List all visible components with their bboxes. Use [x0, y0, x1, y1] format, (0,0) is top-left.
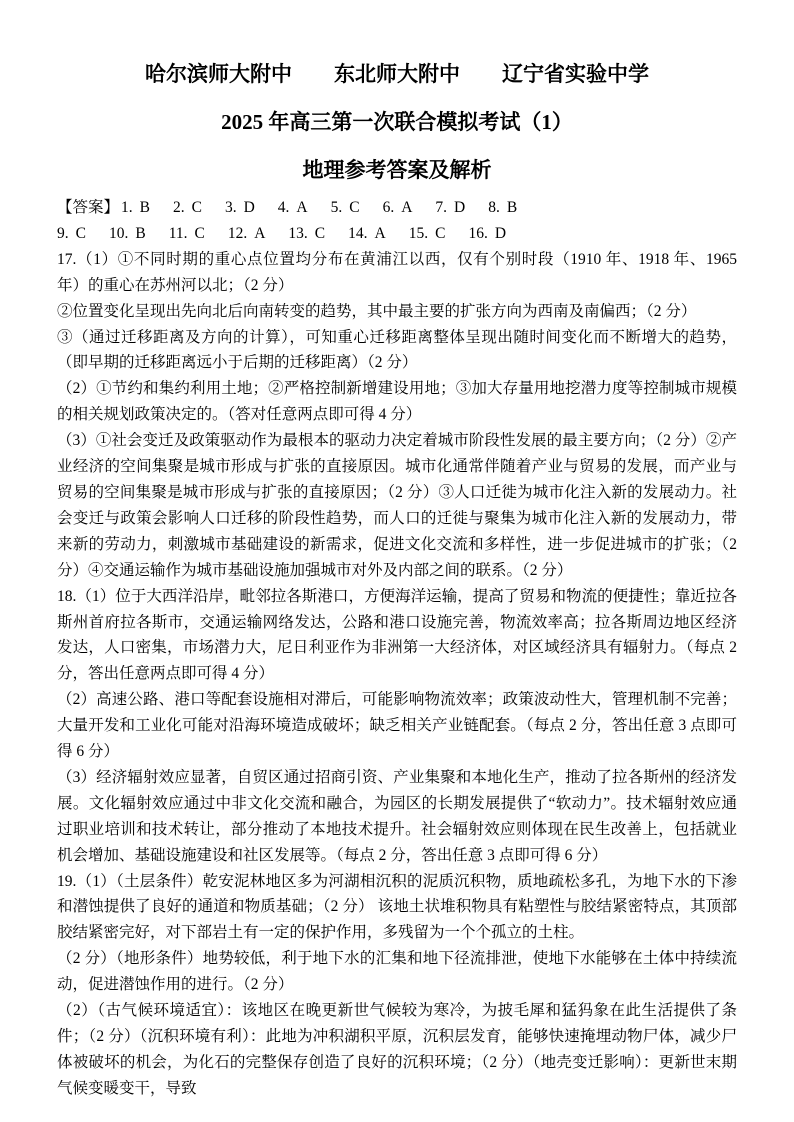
answer-choice: C — [435, 224, 446, 242]
solution-paragraph: （2）高速公路、港口等配套设施相对滞后，可能影响物流效率；政策波动性大，管理机制不完善；大量开发和工业化可能对沿海环境造成破坏；缺乏相关产业链配套。（每点 2 分，答出任意 3 点即可得 6 分） — [57, 691, 737, 761]
answer-choice: A — [296, 199, 308, 216]
answers-label: 【答案】 — [57, 199, 120, 216]
question-number: 9. — [57, 224, 69, 242]
answer-choice: D — [243, 199, 255, 216]
answer-choice: A — [254, 224, 266, 242]
answer-key-row-1 — [57, 195, 737, 221]
answer-item — [488, 195, 517, 221]
answer-choice: B — [506, 199, 518, 216]
answer-item — [173, 195, 202, 221]
question-number: 7. — [435, 199, 448, 216]
answer-item — [57, 221, 86, 247]
answer-item — [169, 221, 205, 247]
answer-item — [225, 195, 255, 221]
answer-item — [288, 221, 325, 247]
answer-choice: C — [75, 224, 86, 242]
answer-item — [228, 221, 266, 247]
answer-item — [348, 221, 386, 247]
question-number: 5. — [330, 199, 343, 216]
answer-choice: D — [454, 199, 466, 216]
question-number: 15. — [408, 224, 429, 242]
answer-items-1-8 — [121, 199, 540, 216]
question-number: 2. — [172, 199, 185, 216]
answers-content — [57, 195, 737, 1102]
answer-choice: C — [194, 224, 205, 242]
solution-paragraph: 17.（1）①不同时期的重心点位置均分布在黄浦江以西，仅有个别时段（1910 年、1918 年、1965 年）的重心在苏州河以北；（2 分） — [57, 250, 737, 294]
answer-item — [409, 221, 446, 247]
solution-paragraph: （2）（古气候环境适宜）：该地区在晚更新世气候较为寒冷，为披毛犀和猛犸象在此生活提供了条件；（2 分）（沉积环境有利）：此地为冲积湖积平原，沉积层发育，能够快速掩埋动物尸体，减少尸体被破坏的机会，为化石的完整保存创造了良好的沉积环境；（2 分）（地壳变迁影响）：更新世末期气候变暖变干，导致 — [57, 1002, 737, 1097]
answer-item — [468, 221, 506, 247]
solution-paragraph: （3）①社会变迁及政策驱动作为最根本的驱动力决定着城市阶段性发展的最主要方向；（2 分）②产业经济的空间集聚是城市形成与扩张的直接原因。城市化通常伴随着产业与贸易的发展，而产业与贸易的空间集聚是城市形成与扩张的直接原因；（2 分）③人口迁徙为城市化注入新的发展动力。社会变迁与政策会影响人口迁移的阶段性趋势，而人口的迁徙与聚集为城市化注入新的发展动力，带来新的劳动力，刺激城市基础建设的新需求，促进文化交流和多样性，进一步促进城市的扩张；（2 分）④交通运输作为城市基础设施加强城市对外及内部之间的联系。（2 分） — [57, 432, 737, 579]
answer-choice: C — [314, 224, 326, 242]
answer-choice: A — [401, 199, 413, 216]
question-number: 12. — [227, 224, 248, 242]
title-exam-name: 2025 年高三第一次联合模拟考试（1） — [221, 110, 573, 134]
question-number: 10. — [108, 224, 129, 242]
solution-paragraph: 18.（1）位于大西洋沿岸，毗邻拉各斯港口，方便海洋运输，提高了贸易和物流的便捷性；靠近拉各斯州首府拉各斯市，交通运输网络发达，公路和港口设施完善，物流效率高；拉各斯周边地区经济发达，人口密集，市场潜力大，尼日利亚作为非洲第一大经济体，对区域经济具有辐射力。（每点 2 分，答出任意两点即可得 4 分） — [57, 587, 737, 683]
solution-paragraph: （2 分）（地形条件）地势较低，利于地下水的汇集和地下径流排泄，使地下水能够在土体中持续流动，促进潜蚀作用的进行。（2 分） — [57, 950, 737, 994]
answer-item — [331, 195, 360, 221]
answer-choice: A — [374, 224, 386, 242]
title-school-names: 哈尔滨师大附中 东北师大附中 辽宁省实验中学 — [145, 62, 649, 86]
answer-choice: B — [135, 224, 146, 242]
answer-item — [383, 195, 413, 221]
answer-item — [121, 195, 150, 221]
question-number: 3. — [224, 199, 237, 216]
question-number: 6. — [382, 199, 395, 216]
answer-choice: C — [349, 199, 360, 216]
answer-choice: D — [494, 224, 507, 242]
answer-item — [435, 195, 465, 221]
answer-choice: B — [139, 199, 150, 216]
answer-items-9-16 — [57, 225, 529, 242]
solution-paragraph: 19.（1）（土层条件）乾安泥林地区多为河湖相沉积的泥质沉积物，质地疏松多孔，为地下水的下渗和潜蚀提供了良好的通道和物质基础；（2 分） 该地土状堆积物具有粘塑性与胶结紧密特点，其顶部胶结紧密完好，对下部岩土有一定的保护作用，多残留为一个个孤立的土柱。 — [57, 872, 737, 942]
solution-paragraph: （2）①节约和集约利用土地；②严格控制新增建设用地；③加大存量用地挖潜力度等控制城市规模的相关规划政策决定的。（答对任意两点即可得 4 分） — [57, 380, 737, 424]
question-number: 16. — [468, 224, 488, 242]
answer-item — [278, 195, 308, 221]
solution-paragraph: ③（通过迁移距离及方向的计算），可知重心迁移距离整体呈现出随时间变化而不断增大的趋势，（即早期的迁移距离远小于后期的迁移距离）（2 分） — [57, 328, 737, 372]
solution-paragraph: ②位置变化呈现出先向北后向南转变的趋势，其中最主要的扩张方向为西南及南偏西；（2 分） — [57, 302, 697, 320]
solution-paragraphs — [57, 247, 737, 1102]
answer-item — [109, 221, 146, 247]
solution-paragraph: （3）经济辐射效应显著，自贸区通过招商引资、产业集聚和本地化生产，推动了拉各斯州的经济发展。文化辐射效应通过中非文化交流和融合，为园区的长期发展提供了“软动力”。技术辐射效应通过职业培训和技术转让，部分推动了本地技术提升。社会辐射效应则体现在民生改善上，包括就业机会增加、基础设施建设和社区发展等。（每点 2 分，答出任意 3 点即可得 6 分） — [57, 768, 737, 864]
title-subject-answers: 地理参考答案及解析 — [302, 158, 492, 182]
answer-choice: C — [191, 199, 202, 216]
question-number: 1. — [121, 199, 133, 216]
question-number: 13. — [288, 224, 308, 242]
question-number: 8. — [488, 199, 500, 216]
question-number: 11. — [168, 224, 188, 242]
answer-key-row-2 — [57, 221, 737, 247]
question-number: 14. — [348, 224, 368, 242]
question-number: 4. — [277, 199, 290, 216]
